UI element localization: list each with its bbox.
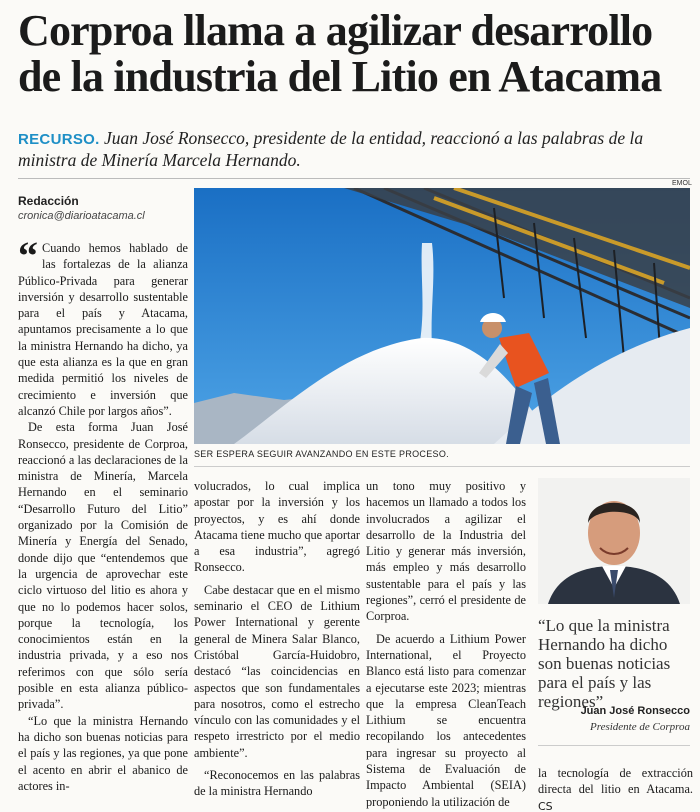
dek-text: Juan José Ronsecco, presidente de la entidad, reaccionó a las palabras de la ministra de Minería Marcela Hernando. [18,128,644,170]
paragraph: “Reconocemos en las palabras de la ministra Hernando [194,768,360,799]
paragraph: De esta forma Juan José Ronsecco, presidente de Corproa, reaccionó a las declaraciones de la ministra de Minería, Marcela Hernando en el seminario “Desarrollo Futuro del Litio” organizado por la Comisión de Minería y Energía del Senado, donde dijo que “entendemos que la urgencia de aprovechar este ciclo virtuoso del litio es ahora y que no lo podemos hacer solos, porque la tecnología, los conocimientos están en la industria privada, y a eso nos referimos con que sólo sería posible en esta alianza público-privada”. [18,420,188,712]
drop-quote-mark: “ [18,233,38,278]
pull-quote-name: Juan José Ronsecco [580,705,690,717]
paragraph: Cabe destacar que en el mismo seminario el CEO de Lithium Power International y gerente general de Minera Salar Blanco, Cristóbal García-Huidobro, destacó “las coincidencias en aspectos que son fundamentales para nosotros, como el estrecho vínculo con las comunidades y el respeto irrestricto por el medio ambiente”. [194,582,360,760]
ronsecco-portrait [538,478,690,604]
paragraph: De acuerdo a Lithium Power International, el Proyecto Blanco está listo para comenzar a ejecutarse este 2023; mientras que la empresa CleanTeach Lithium se encuentra recopilando los antecedentes para ingresar su proyecto al Sistema de Evaluación de Impacto Ambiental (SEIA) proponiendo la utilización de [366,631,526,809]
headline-line-1: Corproa llama a agilizar desarrollo [18,6,653,55]
caption-divider [194,466,690,467]
paragraph: la tecnología de extracción directa del litio en Atacama. [538,766,693,797]
headline-line-2: de la industria del Litio en Atacama [18,52,662,101]
body-column-2 [194,478,360,800]
paragraph: Cuando hemos hablado de las fortalezas de la alianza Público-Privada para generar inversión y desarrollo sustentable para el país y Atacama, apuntamos precisamente a lo que la ministra Hernando ha dicho, ya que esta alianza es la que en gran medida permitió los niveles de crecimiento e inversión que alcanzó Chile por largos años”. [18,241,188,418]
photo-credit: EMOL [672,180,692,187]
byline-author: Redacción [18,194,79,208]
end-mark: CS [538,799,553,812]
byline-email: cronica@diarioatacama.cl [18,210,145,222]
photo-illustration [194,188,690,444]
paragraph: un tono muy positivo y hacemos un llamado a todos los involucrados a agilizar el desarrollo de la Industria del Litio y generar más inversión, más empleo y más desarrollo sustentable para el país y las regiones”, cerró el presidente de Corproa. [366,479,526,624]
body-column-4 [538,765,693,812]
portrait-illustration [538,478,690,604]
header-divider [18,178,690,179]
paragraph: volucrados, lo cual implica apostar por la inversión y los proyectos, y es ahí donde Atacama tiene mucho que aportar a esa industria”, agregó Ronsecco. [194,479,360,575]
lithium-plant-photo [194,188,690,444]
headline [18,8,688,100]
article-dek [18,128,690,171]
paragraph: “Lo que la ministra Hernando ha dicho son buenas noticias para el país y las regiones, ya que pone el acento en abrir el abanico de actores in- [18,713,188,793]
pull-quote-divider [538,745,690,746]
pull-quote-role: Presidente de Corproa [589,721,690,733]
pull-quote: “Lo que la ministra Hernando ha dicho son buenas noticias para el país y las regiones” [538,616,671,711]
photo-caption: SER ESPERA SEGUIR AVANZANDO EN ESTE PROCESO. [194,449,449,459]
dek-kicker: RECURSO. [18,131,100,148]
body-column-3 [366,478,526,810]
body-column-1 [18,233,188,794]
